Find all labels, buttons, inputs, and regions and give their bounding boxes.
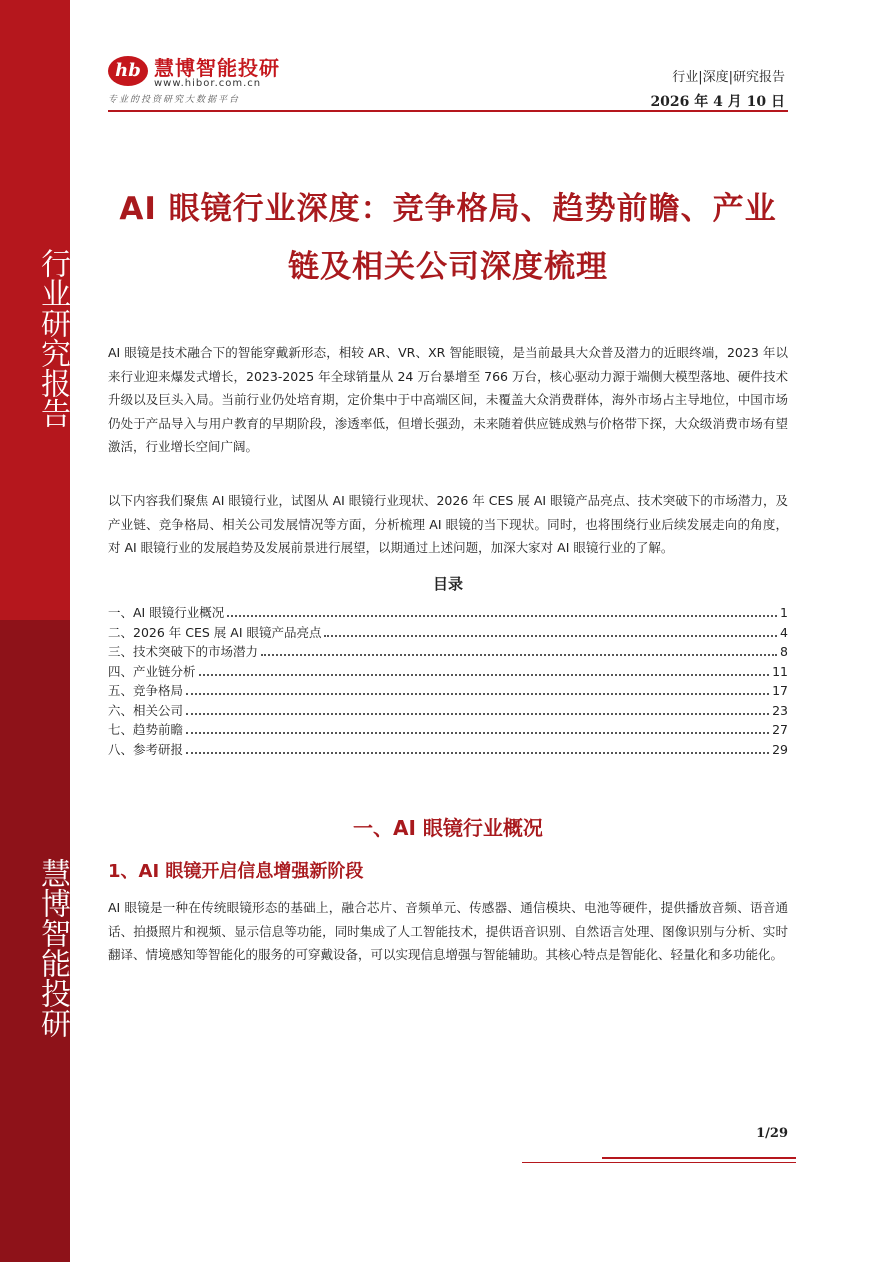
section-body-paragraph: AI 眼镜是一种在传统眼镜形态的基础上，融合芯片、音频单元、传感器、通信模块、电池等硬件，提供播放音频、语音通话、拍摄照片和视频、显示信息等功能，同时集成了人工智能技术，提供语音识别、自然语言处理、图像识别与分析、实时翻译、情境感知等智能化的服务的可穿戴设备，可以实现信息增强与智能辅助。其核心特点是智能化、轻量化和多功能化。: [108, 900, 788, 962]
toc-item[interactable]: [108, 701, 788, 721]
toc-leader-dots: [186, 703, 769, 715]
toc-item[interactable]: [108, 623, 788, 643]
footer-rule-thin: [522, 1162, 796, 1163]
toc-leader-dots: [186, 742, 769, 754]
footer-rule-thick: [602, 1157, 796, 1159]
page-number: 1/29: [756, 1126, 788, 1141]
toc-item-page: 23: [772, 702, 788, 718]
toc-item-label: 二、2026 年 CES 展 AI 眼镜产品亮点: [108, 624, 322, 640]
sidebar-bottom-band: [0, 620, 70, 1262]
report-meta: [650, 66, 785, 111]
toc-item[interactable]: [108, 603, 788, 623]
toc-heading: 目录: [432, 575, 463, 593]
header-divider: [108, 110, 788, 112]
toc-leader-dots: [261, 644, 777, 656]
toc-item-page: 29: [772, 741, 788, 757]
toc-item-page: 4: [780, 624, 788, 640]
toc-item-label: 四、产业链分析: [108, 663, 196, 679]
toc-item-page: 1: [780, 605, 788, 620]
toc-item-label: 五、竞争格局: [108, 683, 184, 698]
toc-item-label: 七、趋势前瞻: [108, 722, 184, 737]
toc-item-page: 8: [780, 644, 788, 659]
report-title: AI 眼镜行业深度：竞争格局、趋势前瞻、产业链及相关公司深度梳理: [119, 191, 777, 285]
toc-item-label: 六、相关公司: [108, 702, 184, 718]
toc-item-label: 三、技术突破下的市场潜力: [108, 644, 259, 659]
section-heading: 一、AI 眼镜行业概况: [353, 816, 543, 840]
toc-item-page: 17: [772, 683, 788, 698]
sidebar-bottom-label: 慧博智能投研: [35, 858, 70, 1038]
brand-name: 慧博智能投研: [154, 56, 280, 80]
brand-slogan: 专业的投资研究大数据平台: [108, 95, 241, 105]
report-category: 行业|深度|研究报告: [672, 70, 785, 85]
toc-item-label: 八、参考研报: [108, 741, 184, 757]
toc-leader-dots: [186, 683, 769, 695]
toc-leader-dots: [186, 722, 769, 734]
intro-paragraph-1: AI 眼镜是技术融合下的智能穿戴新形态，相较 AR、VR、XR 智能眼镜，是当前最具大众普及潜力的近眼终端，2023 年以来行业迎来爆发式增长，2023-2025 年全球销量从 24 万台暴增至 766 万台，核心驱动力源于端侧大模型落地、硬件技术升级以及巨头入局。当前行业仍处培育期，定价集中于中高端区间，未覆盖大众消费群体，海外市场占主导地位，中国市场仍处于产品导入与用户教育的早期阶段，渗透率低，但增长强劲，未来随着供应链成熟与价格带下探，大众级消费市场有望激活，行业增长空间广阔。: [108, 345, 788, 454]
toc-item[interactable]: [108, 681, 788, 701]
toc-item[interactable]: [108, 662, 788, 682]
table-of-contents: [108, 603, 788, 759]
toc-item-page: 27: [772, 722, 788, 737]
report-date: 2026 年 4 月 10 日: [650, 94, 785, 110]
toc-leader-dots: [199, 664, 770, 676]
toc-item-label: 一、AI 眼镜行业概况: [108, 605, 225, 620]
toc-item[interactable]: [108, 740, 788, 760]
toc-item[interactable]: [108, 720, 788, 740]
toc-leader-dots: [227, 605, 777, 617]
sidebar-top-band: [0, 0, 70, 620]
toc-item-page: 11: [772, 663, 788, 679]
brand-url: www.hibor.com.cn: [154, 78, 262, 89]
sidebar-top-label: 行业研究报告: [35, 248, 70, 428]
toc-item[interactable]: [108, 642, 788, 662]
subsection-heading: 1、AI 眼镜开启信息增强新阶段: [108, 861, 364, 882]
toc-leader-dots: [324, 625, 777, 637]
logo-mark-icon: hb: [108, 56, 148, 86]
intro-paragraph-2: 以下内容我们聚焦 AI 眼镜行业，试图从 AI 眼镜行业现状、2026 年 CES 展 AI 眼镜产品亮点、技术突破下的市场潜力，及产业链、竞争格局、相关公司发展情况等方面，分析梳理 AI 眼镜的当下现状。同时，也将围绕行业后续发展走向的角度，对 AI 眼镜行业的发展趋势及发展前景进行展望，以期通过上述问题，加深大家对 AI 眼镜行业的了解。: [108, 493, 788, 555]
